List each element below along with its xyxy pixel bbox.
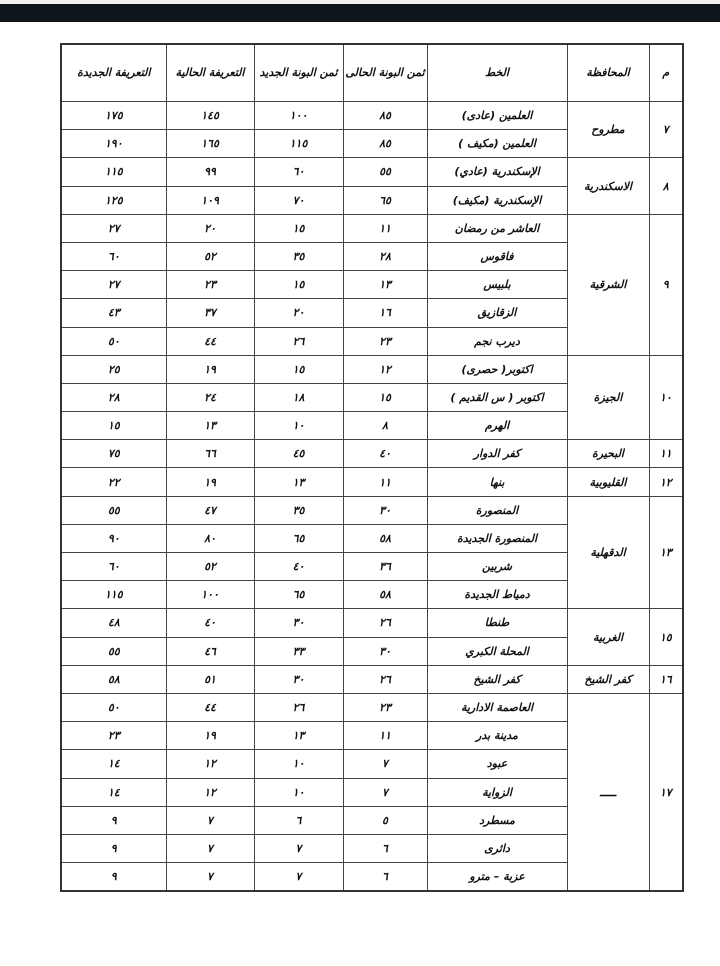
line-cell: عزبة – مترو <box>427 863 567 892</box>
line-cell: دمياط الجديدة <box>427 581 567 609</box>
table-row <box>61 496 683 524</box>
new-fare-cell: ٢٥ <box>61 355 166 383</box>
current-fare-cell: ٤٦ <box>166 637 254 665</box>
new-fare-cell: ٦٠ <box>61 553 166 581</box>
current-fare-cell: ١٩ <box>166 468 254 496</box>
table-row <box>61 440 683 468</box>
new-booklet-price-cell: ٧٠ <box>254 186 343 214</box>
new-fare-cell: ٦٠ <box>61 242 166 270</box>
governorate-cell: مطروح <box>567 102 649 158</box>
header-governorate: المحافظة <box>567 44 649 102</box>
current-fare-cell: ٤٧ <box>166 496 254 524</box>
current-booklet-price-cell: ٨٥ <box>343 102 427 130</box>
row-index: ١١ <box>649 440 683 468</box>
row-index: ١٣ <box>649 496 683 609</box>
new-fare-cell: ٢٧ <box>61 214 166 242</box>
new-fare-cell: ١٧٥ <box>61 102 166 130</box>
line-cell: دائرى <box>427 834 567 862</box>
new-booklet-price-cell: ٣٣ <box>254 637 343 665</box>
new-fare-cell: ١١٥ <box>61 581 166 609</box>
new-booklet-price-cell: ١٠ <box>254 778 343 806</box>
header-row <box>61 44 683 102</box>
governorate-cell: الاسكندرية <box>567 158 649 214</box>
table-row <box>61 158 683 186</box>
current-fare-cell: ٢٠ <box>166 214 254 242</box>
new-booklet-price-cell: ١٣ <box>254 468 343 496</box>
current-booklet-price-cell: ٥٨ <box>343 581 427 609</box>
line-cell: العاصمة الادارية <box>427 693 567 721</box>
table-body <box>61 102 683 892</box>
current-booklet-price-cell: ٦ <box>343 863 427 892</box>
new-fare-cell: ٩ <box>61 834 166 862</box>
new-fare-cell: ٢٨ <box>61 383 166 411</box>
current-booklet-price-cell: ٢٨ <box>343 242 427 270</box>
header-current-booklet-price: ثمن البونة الحالى <box>343 44 427 102</box>
current-fare-cell: ١٣ <box>166 412 254 440</box>
table-row <box>61 665 683 693</box>
current-booklet-price-cell: ٥٥ <box>343 158 427 186</box>
table-row <box>61 355 683 383</box>
new-fare-cell: ١١٥ <box>61 158 166 186</box>
new-booklet-price-cell: ٧ <box>254 834 343 862</box>
new-booklet-price-cell: ١٥ <box>254 355 343 383</box>
row-index: ١٥ <box>649 609 683 665</box>
new-booklet-price-cell: ٢٦ <box>254 327 343 355</box>
current-booklet-price-cell: ١٥ <box>343 383 427 411</box>
new-booklet-price-cell: ١٠ <box>254 412 343 440</box>
new-booklet-price-cell: ٣٥ <box>254 242 343 270</box>
current-fare-cell: ٦٦ <box>166 440 254 468</box>
new-fare-cell: ٩ <box>61 863 166 892</box>
current-fare-cell: ٧ <box>166 806 254 834</box>
current-booklet-price-cell: ٥٨ <box>343 524 427 552</box>
new-booklet-price-cell: ١٥ <box>254 214 343 242</box>
new-booklet-price-cell: ٧ <box>254 863 343 892</box>
governorate-cell: الغربية <box>567 609 649 665</box>
row-index: ٨ <box>649 158 683 214</box>
current-fare-cell: ٨٠ <box>166 524 254 552</box>
line-cell: طنطا <box>427 609 567 637</box>
new-fare-cell: ٥٠ <box>61 693 166 721</box>
row-index: ١٦ <box>649 665 683 693</box>
line-cell: ديرب نجم <box>427 327 567 355</box>
new-fare-cell: ١٩٠ <box>61 130 166 158</box>
line-cell: الإسكندرية (مكيف) <box>427 186 567 214</box>
line-cell: بنها <box>427 468 567 496</box>
current-booklet-price-cell: ١١ <box>343 214 427 242</box>
new-booklet-price-cell: ٤٠ <box>254 553 343 581</box>
current-booklet-price-cell: ٢٣ <box>343 327 427 355</box>
current-fare-cell: ٧ <box>166 863 254 892</box>
new-fare-cell: ٤٣ <box>61 299 166 327</box>
table-row <box>61 468 683 496</box>
new-booklet-price-cell: ١٠ <box>254 750 343 778</box>
current-fare-cell: ٤٠ <box>166 609 254 637</box>
line-cell: اكتوبر ( س القديم ) <box>427 383 567 411</box>
current-booklet-price-cell: ٣٠ <box>343 637 427 665</box>
current-booklet-price-cell: ٣٦ <box>343 553 427 581</box>
new-fare-cell: ١٤ <box>61 778 166 806</box>
line-cell: المحلة الكبري <box>427 637 567 665</box>
line-cell: الزواية <box>427 778 567 806</box>
current-fare-cell: ١٠٠ <box>166 581 254 609</box>
current-booklet-price-cell: ٢٦ <box>343 665 427 693</box>
row-index: ١٧ <box>649 693 683 891</box>
current-fare-cell: ٩٩ <box>166 158 254 186</box>
new-booklet-price-cell: ٦ <box>254 806 343 834</box>
new-fare-cell: ٩ <box>61 806 166 834</box>
current-fare-cell: ١٤٥ <box>166 102 254 130</box>
line-cell: مدينة بدر <box>427 722 567 750</box>
new-fare-cell: ٢٧ <box>61 271 166 299</box>
governorate-cell: الدقهلية <box>567 496 649 609</box>
top-black-bar <box>0 4 720 22</box>
line-cell: المنصورة <box>427 496 567 524</box>
table-row <box>61 214 683 242</box>
new-booklet-price-cell: ٢٦ <box>254 693 343 721</box>
header-new-booklet-price: ثمن البونة الجديد <box>254 44 343 102</box>
current-fare-cell: ٤٤ <box>166 693 254 721</box>
current-booklet-price-cell: ٢٦ <box>343 609 427 637</box>
line-cell: عبود <box>427 750 567 778</box>
current-booklet-price-cell: ٤٠ <box>343 440 427 468</box>
current-fare-cell: ١٩ <box>166 355 254 383</box>
new-booklet-price-cell: ٤٥ <box>254 440 343 468</box>
row-index: ١٢ <box>649 468 683 496</box>
line-cell: اكتوبر( حصرى) <box>427 355 567 383</box>
governorate-cell: ـــــ <box>567 693 649 891</box>
new-booklet-price-cell: ٦٥ <box>254 524 343 552</box>
new-fare-cell: ٥٨ <box>61 665 166 693</box>
new-fare-cell: ٥٥ <box>61 637 166 665</box>
new-booklet-price-cell: ١٥ <box>254 271 343 299</box>
new-fare-cell: ٢٣ <box>61 722 166 750</box>
table-row <box>61 102 683 130</box>
current-fare-cell: ١٦٥ <box>166 130 254 158</box>
line-cell: مسطرد <box>427 806 567 834</box>
line-cell: الهرم <box>427 412 567 440</box>
row-index: ٩ <box>649 214 683 355</box>
new-booklet-price-cell: ٣٠ <box>254 665 343 693</box>
current-booklet-price-cell: ٢٣ <box>343 693 427 721</box>
current-fare-cell: ٥١ <box>166 665 254 693</box>
new-booklet-price-cell: ٣٠ <box>254 609 343 637</box>
current-booklet-price-cell: ٧ <box>343 778 427 806</box>
line-cell: العلمين (عادى) <box>427 102 567 130</box>
current-booklet-price-cell: ١١ <box>343 468 427 496</box>
new-fare-cell: ٤٨ <box>61 609 166 637</box>
current-fare-cell: ٧ <box>166 834 254 862</box>
header-current-fare: التعريفة الحالية <box>166 44 254 102</box>
new-fare-cell: ٧٥ <box>61 440 166 468</box>
new-booklet-price-cell: ١٠٠ <box>254 102 343 130</box>
new-booklet-price-cell: ١٨ <box>254 383 343 411</box>
current-fare-cell: ٣٧ <box>166 299 254 327</box>
current-fare-cell: ٢٤ <box>166 383 254 411</box>
current-booklet-price-cell: ١٢ <box>343 355 427 383</box>
current-fare-cell: ٥٢ <box>166 553 254 581</box>
current-fare-cell: ١٩ <box>166 722 254 750</box>
current-booklet-price-cell: ٣٠ <box>343 496 427 524</box>
current-fare-cell: ٥٢ <box>166 242 254 270</box>
current-fare-cell: ٤٤ <box>166 327 254 355</box>
current-booklet-price-cell: ٦ <box>343 834 427 862</box>
new-fare-cell: ١٤ <box>61 750 166 778</box>
row-index: ٧ <box>649 102 683 158</box>
line-cell: كفر الدوار <box>427 440 567 468</box>
current-booklet-price-cell: ٧ <box>343 750 427 778</box>
current-booklet-price-cell: ٥ <box>343 806 427 834</box>
new-fare-cell: ٥٥ <box>61 496 166 524</box>
line-cell: كفر الشيخ <box>427 665 567 693</box>
new-booklet-price-cell: ٢٠ <box>254 299 343 327</box>
current-fare-cell: ١٢ <box>166 750 254 778</box>
line-cell: الزقازيق <box>427 299 567 327</box>
new-booklet-price-cell: ٦٥ <box>254 581 343 609</box>
new-fare-cell: ٢٢ <box>61 468 166 496</box>
current-fare-cell: ٢٣ <box>166 271 254 299</box>
new-booklet-price-cell: ١٣ <box>254 722 343 750</box>
new-booklet-price-cell: ٦٠ <box>254 158 343 186</box>
line-cell: المنصورة الجديدة <box>427 524 567 552</box>
line-cell: شربين <box>427 553 567 581</box>
current-booklet-price-cell: ٨٥ <box>343 130 427 158</box>
current-fare-cell: ١٢ <box>166 778 254 806</box>
line-cell: بلبيس <box>427 271 567 299</box>
header-new-fare: التعريفة الجديدة <box>61 44 166 102</box>
new-booklet-price-cell: ٣٥ <box>254 496 343 524</box>
row-index: ١٠ <box>649 355 683 440</box>
current-booklet-price-cell: ١١ <box>343 722 427 750</box>
current-fare-cell: ١٠٩ <box>166 186 254 214</box>
new-fare-cell: ٥٠ <box>61 327 166 355</box>
current-booklet-price-cell: ٨ <box>343 412 427 440</box>
governorate-cell: القليوبية <box>567 468 649 496</box>
governorate-cell: الجيزة <box>567 355 649 440</box>
governorate-cell: كفر الشيخ <box>567 665 649 693</box>
new-fare-cell: ٩٠ <box>61 524 166 552</box>
table-row <box>61 609 683 637</box>
new-booklet-price-cell: ١١٥ <box>254 130 343 158</box>
line-cell: الإسكندرية (عادي) <box>427 158 567 186</box>
governorate-cell: البحيرة <box>567 440 649 468</box>
current-booklet-price-cell: ١٣ <box>343 271 427 299</box>
header-line: الخط <box>427 44 567 102</box>
line-cell: فاقوس <box>427 242 567 270</box>
current-booklet-price-cell: ١٦ <box>343 299 427 327</box>
header-index: م <box>649 44 683 102</box>
governorate-cell: الشرقية <box>567 214 649 355</box>
current-booklet-price-cell: ٦٥ <box>343 186 427 214</box>
line-cell: العلمين (مكيف ) <box>427 130 567 158</box>
new-fare-cell: ١٥ <box>61 412 166 440</box>
fare-table <box>60 43 684 892</box>
line-cell: العاشر من رمضان <box>427 214 567 242</box>
table-row <box>61 693 683 721</box>
new-fare-cell: ١٢٥ <box>61 186 166 214</box>
